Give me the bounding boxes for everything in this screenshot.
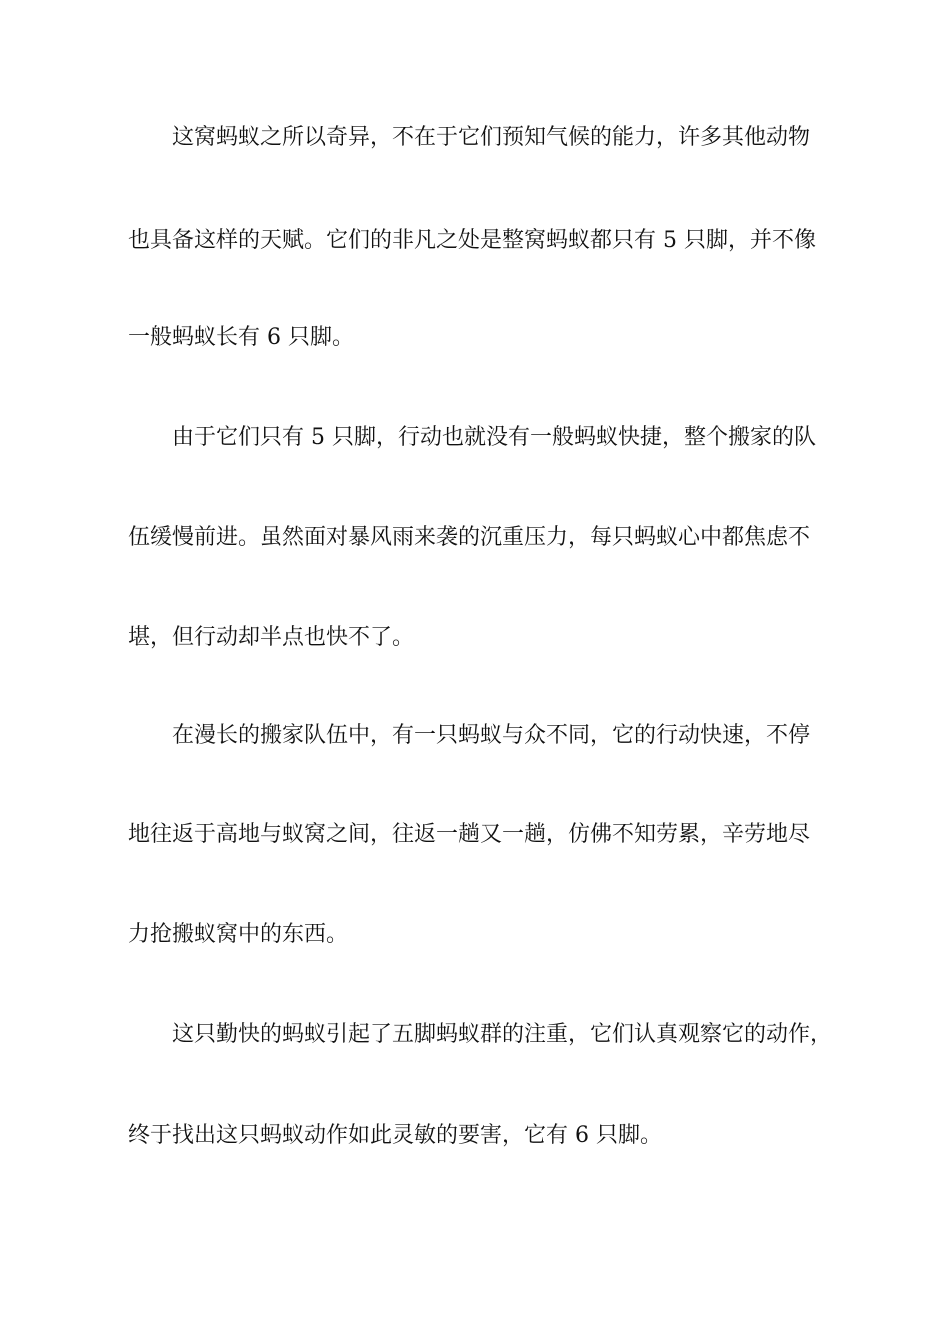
paragraph-1-line-1: 这窝蚂蚁之所以奇异，不在于它们预知气候的能力，许多其他动物 — [172, 125, 811, 150]
paragraph-3-line-2: 地往返于高地与蚁窝之间，往返一趟又一趟，仿佛不知劳累，辛劳地尽 — [128, 822, 811, 847]
paragraph-2-line-1: 由于它们只有 5 只脚，行动也就没有一般蚂蚁快捷，整个搬家的队 — [172, 425, 816, 450]
paragraph-1-line-2: 也具备这样的天赋。它们的非凡之处是整窝蚂蚁都只有 5 只脚，并不像 — [128, 228, 816, 253]
paragraph-3-line-1: 在漫长的搬家队伍中，有一只蚂蚁与众不同，它的行动快速，不停 — [172, 723, 811, 748]
paragraph-1-line-3: 一般蚂蚁长有 6 只脚。 — [128, 325, 354, 350]
paragraph-4-line-2: 终于找出这只蚂蚁动作如此灵敏的要害，它有 6 只脚。 — [128, 1123, 662, 1148]
paragraph-3-line-3: 力抢搬蚁窝中的东西。 — [128, 922, 349, 947]
paragraph-2-line-2: 伍缓慢前进。虽然面对暴风雨来袭的沉重压力，每只蚂蚁心中都焦虑不 — [128, 525, 811, 550]
paragraph-2-line-3: 堪，但行动却半点也快不了。 — [128, 625, 415, 650]
paragraph-4-line-1: 这只勤快的蚂蚁引起了五脚蚂蚁群的注重，它们认真观察它的动作， — [172, 1022, 833, 1047]
